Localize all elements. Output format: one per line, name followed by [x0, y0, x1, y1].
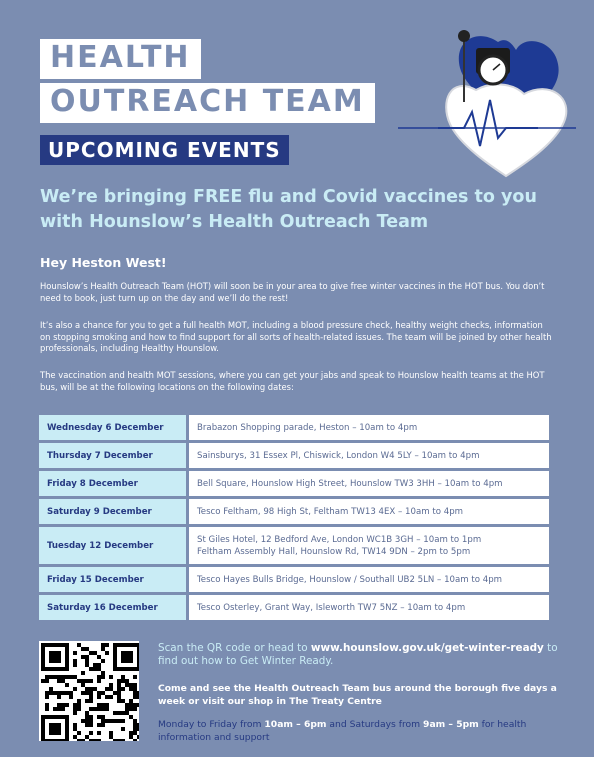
event-location: Bell Square, Hounslow High Street, Hounslow TW3 3HH – 10am to 4pm	[189, 471, 549, 496]
event-location: Tesco Feltham, 98 High St, Feltham TW13 4EX – 10am to 4pm	[189, 499, 549, 524]
event-location	[189, 527, 549, 564]
headline: We’re bringing FREE flu and Covid vaccines to you with Hounslow’s Health Outreach Team	[40, 187, 537, 232]
event-location: Sainsburys, 31 Essex Pl, Chiswick, London W4 5LY – 10am to 4pm	[189, 443, 549, 468]
weekday-hours: 10am – 6pm	[264, 719, 327, 730]
scan-prefix: Scan the QR code or head to	[158, 642, 311, 654]
event-day: Wednesday 6 December	[39, 415, 189, 440]
table-row	[39, 499, 549, 524]
event-location-line: St Giles Hotel, 12 Bedford Ave, London WC1B 3GH – 10am to 1pm	[197, 534, 482, 545]
hours-part: Monday to Friday from	[158, 719, 265, 730]
table-row	[39, 527, 549, 564]
event-day: Thursday 7 December	[39, 443, 189, 468]
hours-part: and Saturdays from	[326, 719, 424, 730]
greeting: Hey Heston West!	[40, 255, 167, 270]
title-line-outreach-team: OUTREACH TEAM	[40, 83, 375, 123]
event-day: Saturday 16 December	[39, 595, 189, 620]
upcoming-events-banner: UPCOMING EVENTS	[40, 135, 289, 165]
health-mot-paragraph: It’s also a chance for you to get a full health MOT, including a blood pressure check, healthy weight checks, information on stopping smoking and how to find support for all sorts of health-related issues. The team will be joined by other health professionals, including Healthy Hounslow.	[40, 320, 552, 353]
table-row	[39, 443, 549, 468]
event-day: Friday 8 December	[39, 471, 189, 496]
table-row	[39, 471, 549, 496]
table-row	[39, 415, 549, 440]
event-location-line: Feltham Assembly Hall, Hounslow Rd, TW14 9DN – 2pm to 5pm	[197, 546, 471, 557]
event-location: Tesco Hayes Bulls Bridge, Hounslow / Southall UB2 5LN – 10am to 4pm	[189, 567, 549, 592]
hours-part: for health information and support	[158, 719, 527, 743]
event-location: Tesco Osterley, Grant Way, Isleworth TW7 5NZ – 10am to 4pm	[189, 595, 549, 620]
heart-stethoscope-illustration	[398, 20, 576, 180]
event-day: Saturday 9 December	[39, 499, 189, 524]
scan-suffix: to find out how to Get Winter Ready.	[158, 642, 558, 667]
scan-qr-text	[158, 642, 558, 668]
winter-ready-link[interactable]: www.hounslow.gov.uk/get-winter-ready	[310, 642, 544, 654]
event-day: Tuesday 12 December	[39, 527, 189, 564]
title-line-health: HEALTH	[40, 39, 201, 79]
bus-info-text: Come and see the Health Outreach Team bus around the borough five days a week or visit our shop in The Treaty Centre	[158, 683, 557, 707]
table-row	[39, 595, 549, 620]
locations-intro-paragraph: The vaccination and health MOT sessions, where you can get your jabs and speak to Hounslow health teams at the HOT bus, will be at the following locations on the following dates:	[40, 370, 545, 392]
qr-code[interactable]	[39, 641, 139, 741]
saturday-hours: 9am – 5pm	[423, 719, 479, 730]
events-table	[39, 412, 549, 623]
event-location: Brabazon Shopping parade, Heston – 10am to 4pm	[189, 415, 549, 440]
opening-hours-text	[158, 719, 558, 744]
event-day: Friday 15 December	[39, 567, 189, 592]
table-row	[39, 567, 549, 592]
intro-paragraph: Hounslow’s Health Outreach Team (HOT) will soon be in your area to give free winter vaccines in the HOT bus. You don’t need to book, just turn up on the day and we’ll do the rest!	[40, 281, 545, 303]
